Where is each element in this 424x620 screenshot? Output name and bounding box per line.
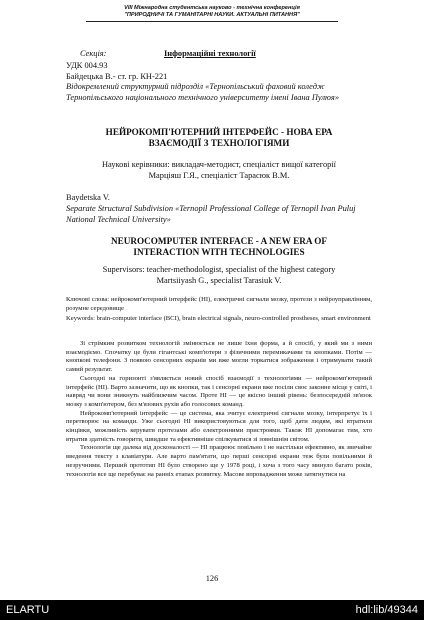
affiliation-eng: Separate Structural Subdivision «Ternopil Professional College of Ternopil Ivan Puluj National Technical University» [66,204,356,224]
conference-header [0,5,424,18]
body-paragraph: Нейрокомп'ютерний інтерфейс — це система, яка зчитує електричні сигнали мозку, інтерпретує їх і перетворює на команди. Уже сьогодні НІ використовуються для того, щоб дати людям, які втратили кінцівки, можливість керувати протезами або електронними пристроями. Також НІ допомагає тим, хто втратив здатність говорити, швидше та ефективніше спілкуватися зі зовнішнім світом. [66,409,372,443]
section-value: Інформаційні технології [164,49,256,58]
author-eng: Baydetska V. [66,193,110,202]
page-number: 126 [205,574,219,583]
affiliation-ukr: Відокремлений структурний підрозділ «Тернопільський фаховий коледж Тернопільського національного технічного університету імені Івана Пулюя» [66,82,340,102]
conference-line-1: VIII Міжнародна студентська науково - технічна конференція [124,5,300,11]
supervisors-eng-line-1: Supervisors: teacher-methodologist, specialist of the highest category [102,265,336,274]
body-paragraph: Сьогодні на горизонті з'являється новий спосіб взаємодії з технологіями — нейрокомп'ютерний інтерфейс (НІ). Варто зазначити, що як кнопки, так і сенсорні екрани вже посіли своє законне місце у світі, і навряд чи вони зникнуть найближчим часом. Проте НІ — це якісно інший рівень: безпосередній зв'язок мозку з комп'ютером, без м'язових рухів або голосових команд. [66,374,372,408]
footer-bar [0,600,424,620]
conference-line-2: "ПРИРОДНИЧІ ТА ГУМАНІТАРНІ НАУКИ. АКТУАЛЬНІ ПИТАННЯ" [124,11,300,18]
supervisors-ukr-line-1: Наукові керівники: викладач-методист, спеціаліст вищої категорії [101,160,336,169]
supervisors-ukr-line-2: Марціяш Г.Я., спеціаліст Тарасюк В.М. [148,170,290,180]
body-paragraph: Зі стрімким розвитком технологій змінюється не лише їхня форма, а й спосіб, у який ми з ними взаємодіємо. Спочатку це були гігантські комп'ютери з фізичними перемикачами та кнопками. Потім — кнопкові телефони. З появою сенсорних екранів ми вже могли торкатися зображення і отримувати такий самий результат. [66,340,372,374]
supervisors-ukr [66,160,372,181]
keywords-ukr: Ключові слова: нейрокомп'ютерний інтерфейс (НІ), електричні сигнали мозку, протези з нейроуправлінням, розумне середовище [66,296,372,312]
title-eng-line-2: INTERACTION WITH TECHNOLOGIES [133,247,305,258]
supervisors-eng-line-2: Martsiiyash G., specialist Tarasiuk V. [156,275,282,285]
section-label: Секція: [80,49,107,58]
supervisors-eng [66,265,372,286]
title-eng [66,236,372,259]
title-eng-line-1: NEUROCOMPUTER INTERFACE - A NEW ERA OF [110,236,328,246]
udc-code: УДК 004.93 [66,61,108,70]
keywords-eng: Keywords: brain-computer interface (BCI), brain electrical signals, neuro-controlled prostheses, smart environment [66,315,371,322]
footer-repository-name: ELARTU [6,604,50,616]
author-ukr: Байдецька В.- ст. гр. КН-221 [66,72,168,81]
section-line [80,49,400,59]
body-text [66,340,372,479]
header-divider [86,21,338,22]
title-ukr-line-2: ВЗАЄМОДІЇ З ТЕХНОЛОГІЯМИ [148,138,290,149]
title-ukr-line-1: НЕЙРОКОМП'ЮТЕРНИЙ ІНТЕРФЕЙС - НОВА ЕРА [105,127,333,137]
body-paragraph: Технологія ще далека від досконалості — НІ працюює повільно і не настільки ефективно, як звичайне введення тексту з клавіатури. Але варто пам'ятати, що перші сенсорні екрани теж були повільними й незручними. Перший прототип НІ було створено ще у 1978 році, і хоча з того часу минуло багато років, технологія все ще перебуває на ранніх етапах розвитку. Масове впровадження може затягнутися на [66,444,372,478]
title-ukr [66,127,372,150]
footer-handle: hdl:lib/49344 [355,604,418,616]
